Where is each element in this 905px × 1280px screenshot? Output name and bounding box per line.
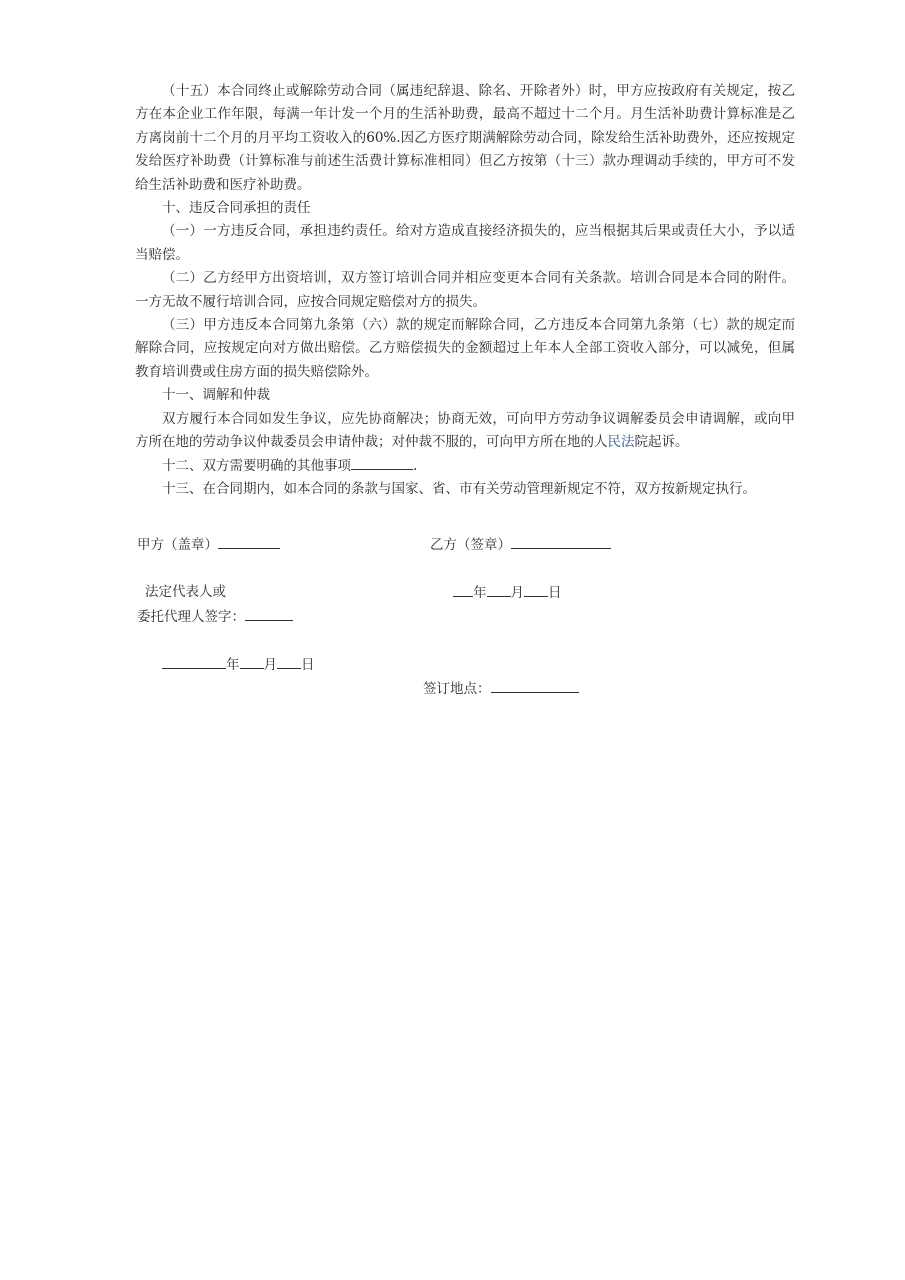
clause-10-2: （二）乙方经甲方出资培训，双方签订培训合同并相应变更本合同有关条款。培训合同是本合同的附件。一方无故不履行培训合同，应按合同规定赔偿对方的损失。 (135, 270, 795, 310)
month-label: 月 (510, 585, 524, 601)
section-10-title: 十、违反合同承担的责任 (162, 200, 311, 217)
party-a-month-blank[interactable] (240, 654, 264, 669)
contract-body (135, 80, 795, 501)
agent-sign-label: 委托代理人签字： (137, 609, 245, 625)
party-a-seal (137, 534, 280, 555)
signing-place-blank[interactable] (491, 678, 579, 693)
year-label: 年 (473, 585, 487, 601)
civil-law-link[interactable]: 民法 (607, 434, 635, 451)
party-b-sign-blank[interactable] (511, 534, 611, 549)
section-13: 十三、在合同期内，如本合同的条款与国家、省、市有关劳动管理新规定不符，双方按新规定执行。 (162, 480, 756, 497)
party-b-year-blank[interactable] (453, 582, 473, 597)
year-label: 年 (226, 657, 240, 673)
clause-10-3: （三）甲方违反本合同第九条第（六）款的规定而解除合同，乙方违反本合同第九条第（七）款的规定而解除合同，应按规定向对方做出赔偿。乙方赔偿损失的金额超过上年本人全部工资收入部分，可以减免，但属教育培训费或住房方面的损失赔偿除外。 (135, 317, 795, 380)
party-a-date (162, 654, 315, 675)
other-matters-blank[interactable] (351, 455, 413, 470)
party-b-sign (430, 534, 611, 555)
arbitration-clause (135, 408, 795, 455)
party-a-year-blank[interactable] (162, 654, 226, 669)
signing-place (423, 678, 579, 699)
arbitration-text: 双方履行本合同如发生争议，应先协商解决；协商无效，可向甲方劳动争议调解委员会申请调解，或向甲方所在地的劳动争议仲裁委员会申请仲裁；对仲裁不服的，可向甲方所在地的人 (135, 410, 795, 451)
month-label: 月 (263, 657, 277, 673)
clause-9-15: （十五）本合同终止或解除劳动合同（属违纪辞退、除名、开除者外）时，甲方应按政府有关规定，按乙方在本企业工作年限，每满一年计发一个月的生活补助费，最高不超过十二个月。月生活补助费计算标准是乙方离岗前十二个月的月平均工资收入的60%.因乙方医疗期满解除劳动合同，除发给生活补助费外，还应按规定发给医疗补助费（计算标准与前述生活费计算标准相同）但乙方按第（十三）款办理调动手续的，甲方可不发给生活补助费和医疗补助费。 (135, 83, 795, 193)
day-label: 日 (301, 657, 315, 673)
party-b-day-blank[interactable] (524, 582, 548, 597)
section-11-title: 十一、调解和仲裁 (162, 387, 270, 404)
agent-sign-blank[interactable] (245, 606, 293, 621)
party-a-seal-blank[interactable] (218, 534, 280, 549)
signing-place-label: 签订地点： (423, 681, 491, 697)
party-a-day-blank[interactable] (277, 654, 301, 669)
arbitration-text-end: 院起诉。 (634, 434, 689, 451)
section-12-end: . (413, 457, 418, 474)
section-12 (135, 455, 795, 478)
section-12-text: 十二、双方需要明确的其他事项 (162, 457, 351, 474)
party-b-month-blank[interactable] (487, 582, 511, 597)
agent-sign (137, 606, 293, 627)
party-a-label: 甲方（盖章） (137, 537, 218, 553)
party-b-label: 乙方（签章） (430, 537, 511, 553)
clause-10-1: （一）一方违反合同，承担违约责任。给对方造成直接经济损失的，应当根据其后果或责任大小，予以适当赔偿。 (135, 223, 795, 263)
party-b-date (453, 582, 562, 603)
day-label: 日 (548, 585, 562, 601)
legal-rep-label: 法定代表人或 (145, 584, 226, 600)
